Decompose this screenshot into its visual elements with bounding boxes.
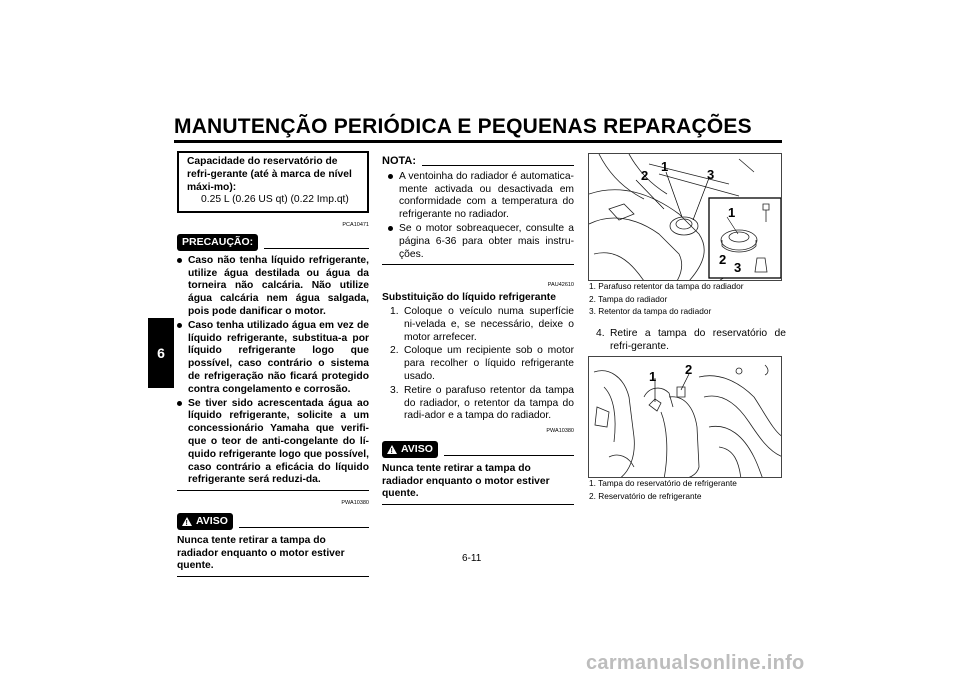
step-item: 3. Retire o parafuso retentor da tampa do radiador, o retentor da tampa do radi-ador e a tampa do radiador. <box>390 384 574 422</box>
warning-code: PWA10380 <box>341 500 369 507</box>
left-column <box>177 151 369 577</box>
figure1-callout: 3 <box>707 167 715 182</box>
radiator-cap-illustration <box>589 154 782 281</box>
warning-code: PWA10380 <box>546 428 574 435</box>
caption-item: 1. Tampa do reservatório de refrigerante <box>589 478 737 488</box>
note-list <box>382 171 574 262</box>
bullet-icon <box>388 174 393 179</box>
figure2-captions <box>589 477 783 502</box>
coolant-reservoir-figure <box>588 356 782 478</box>
warning-end-rule <box>382 504 574 505</box>
watermark: carmanualsonline.info <box>586 652 805 674</box>
caution-item: Caso não tenha líquido refrigerante, utilize água destilada ou água da torneira não calcária. Não utilize água calcária nem água salgada, pois pode danificar o motor. <box>177 255 369 319</box>
page-number: 6-11 <box>462 553 482 564</box>
caution-badge: PRECAUÇÃO: <box>177 234 258 251</box>
caution-code: PCA10471 <box>342 222 369 229</box>
caption-item: 1. Parafuso retentor da tampa do radiador <box>589 281 744 291</box>
chapter-tab: 6 <box>148 318 174 388</box>
figure1-callout: 2 <box>641 168 649 183</box>
bullet-icon <box>177 323 182 328</box>
section-title: Substituição do líquido refrigerante <box>382 292 556 304</box>
note-header <box>382 155 574 168</box>
warning-end-rule <box>177 576 369 577</box>
warning-badge: ! AVISO <box>382 441 438 458</box>
figure2-callout: 2 <box>685 362 693 377</box>
inset-callout: 2 <box>719 252 727 267</box>
warning-header <box>382 441 574 458</box>
caution-item: Se tiver sido acrescentada água ao líquido refrigerante, solicite a um concessionário Yamaha que verifi-que o teor de anti-congelante do lí-quido refrigerante logo que possível, caso contrário a eficácia do líquido refrigerante será reduzi-da. <box>177 398 369 488</box>
warning-text: Nunca tente retirar a tampa do radiador enquanto o motor estiver quente. <box>382 462 550 500</box>
note-item: A ventoinha do radiador é automatica-mente activada ou desactivada em conformidade com a temperatura do refrigerante no radiador. <box>388 171 574 222</box>
step-4: 4. Retire a tampa do reservatório de refri-gerante. <box>596 328 786 352</box>
note-label: NOTA: <box>382 155 417 167</box>
spec-label: Capacidade do reservatório de refri-gerante (até à marca de nível máxi-mo): <box>187 156 352 193</box>
figure1-captions <box>589 280 783 318</box>
page-title: MANUTENÇÃO PERIÓDICA E PEQUENAS REPARAÇÕES <box>174 115 752 138</box>
section-code: PAU42610 <box>547 282 574 289</box>
warning-badge: ! AVISO <box>177 513 233 530</box>
caution-header <box>177 234 369 251</box>
step-item: 2. Coloque um recipiente sob o motor para recolher o líquido refrigerante usado. <box>390 345 574 382</box>
figure2-callout: 1 <box>649 369 657 384</box>
caution-end-rule <box>177 490 369 491</box>
coolant-reservoir-illustration <box>589 357 782 478</box>
warning-text: Nunca tente retirar a tampa do radiador enquanto o motor estiver quente. <box>177 534 345 572</box>
note-end-rule <box>382 264 574 265</box>
note-item: Se o motor sobreaquecer, consulte a página 6-36 para obter mais instru-ções. <box>388 223 574 261</box>
caption-item: 3. Retentor da tampa do radiador <box>589 306 712 317</box>
figure1-callout: 1 <box>661 159 669 174</box>
caption-item: 2. Reservatório de refrigerante <box>589 490 702 501</box>
caution-list <box>177 255 369 487</box>
caption-item: 2. Tampa do radiador <box>589 293 668 304</box>
bullet-icon <box>177 401 182 406</box>
spec-box <box>177 151 369 213</box>
bullet-icon <box>177 258 182 263</box>
warning-triangle-icon <box>182 517 192 526</box>
steps-list <box>382 306 574 423</box>
middle-column <box>382 155 574 505</box>
radiator-cap-figure <box>588 153 782 281</box>
spec-value: 0.25 L (0.26 US qt) (0.22 Imp.qt) <box>201 194 349 206</box>
inset-callout: 1 <box>728 205 736 220</box>
warning-triangle-icon <box>387 445 397 454</box>
bullet-icon <box>388 226 393 231</box>
caution-item: Caso tenha utilizado água em vez de líquido refrigerante, substitua-a por líquido refrigerante logo que possível, caso contrário o sistema de refrigeração não ficará protegido contra congelamento e corrosão. <box>177 320 369 397</box>
step-item: 1. Coloque o veículo numa superfície ni-velada e, se necessário, deixe o motor arrefecer. <box>390 305 574 343</box>
warning-header <box>177 513 369 530</box>
inset-callout: 3 <box>734 260 742 275</box>
title-rule <box>174 140 782 143</box>
